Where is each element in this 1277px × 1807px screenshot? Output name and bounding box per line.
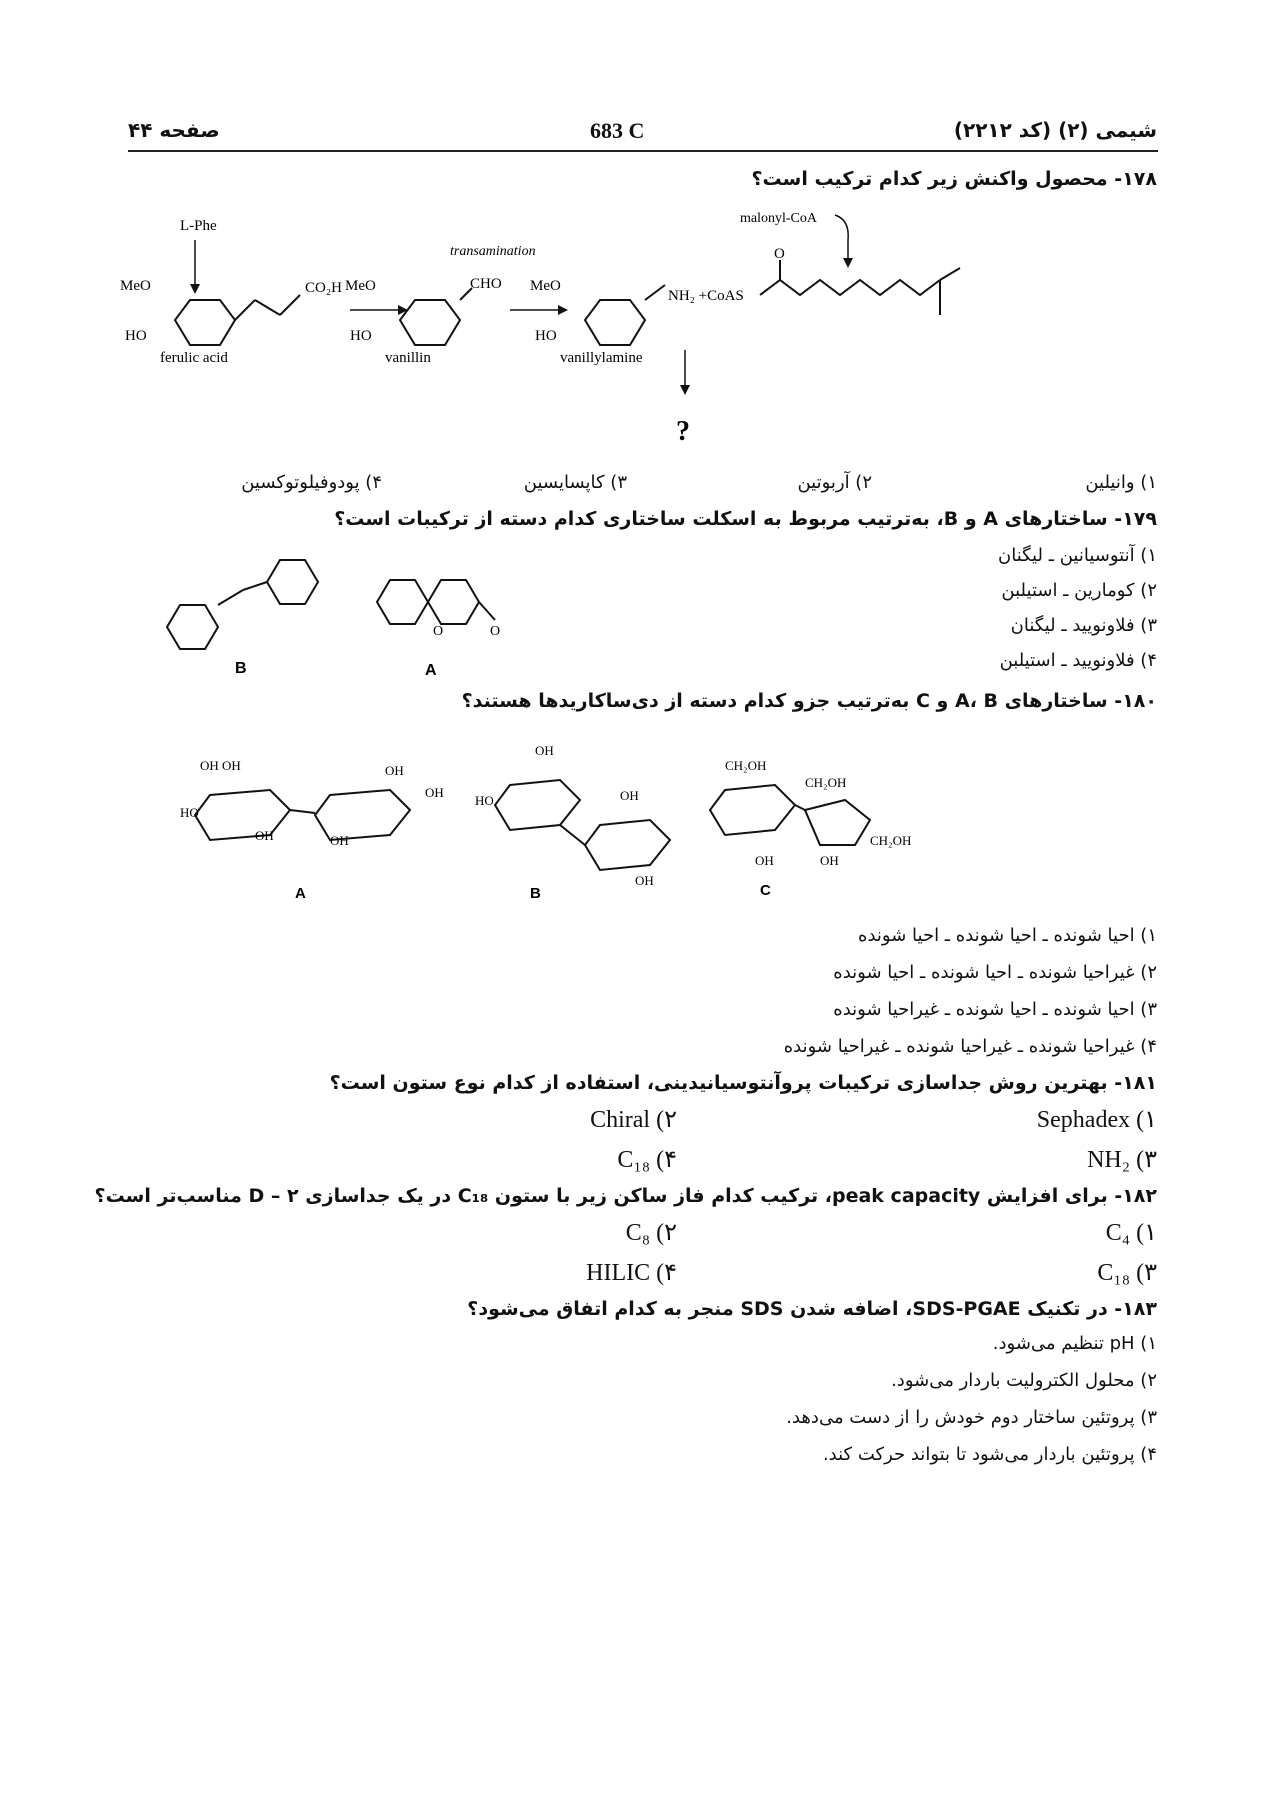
svg-text:OH OH: OH OH — [200, 758, 241, 773]
svg-text:OH: OH — [535, 743, 554, 758]
transamination-label: transamination — [450, 244, 536, 259]
q180-option-2[interactable]: ۲) غیراحیا شونده ـ احیا شونده ـ احیا شونده — [833, 962, 1157, 983]
svg-text:O: O — [774, 246, 785, 262]
q183-option-4[interactable]: ۴) پروتئین باردار می‌شود تا بتواند حرکت کند. — [822, 1444, 1157, 1465]
structure-label-b: B — [235, 660, 247, 677]
question-178-stem: ۱۷۸- محصول واکنش زیر کدام ترکیب است؟ — [751, 168, 1157, 190]
vanillin-ring — [400, 300, 460, 345]
svg-text:OH: OH — [255, 828, 274, 843]
q181-option-2[interactable]: ۲) Chiral — [590, 1107, 677, 1133]
svg-text:MeO: MeO — [530, 278, 561, 294]
vanillylamine-ring — [585, 300, 645, 345]
q178-option-2[interactable]: ۲) آربوتین — [797, 472, 872, 493]
q183-option-2[interactable]: ۲) محلول الکترولیت باردار می‌شود. — [891, 1370, 1157, 1391]
svg-text:OH: OH — [385, 763, 404, 778]
q179-option-3[interactable]: ۳) فلاونویید ـ لیگنان — [1010, 615, 1157, 636]
svg-text:HO: HO — [350, 328, 372, 344]
svg-text:CHO: CHO — [470, 276, 502, 292]
header-booklet-code: 683 C — [590, 118, 645, 143]
question-180-stem: ۱۸۰- ساختارهای A، B و C به‌ترتیب جزو کدام دسته از دی‌ساکاریدها هستند؟ — [461, 690, 1157, 712]
ferulic-ring — [175, 300, 235, 345]
q182-option-2[interactable]: ۲) C₈ — [625, 1220, 677, 1246]
q179-option-4[interactable]: ۴) فلاونویید ـ استیلبن — [999, 650, 1157, 671]
svg-text:O: O — [490, 624, 501, 639]
svg-text:CO₂H: CO₂H — [305, 280, 342, 296]
q178-option-4[interactable]: ۴) پودوفیلوتوکسین — [241, 472, 382, 493]
question-179-stem: ۱۷۹- ساختارهای A و B، به‌ترتیب مربوط به اسکلت ساختاری کدام دسته از ترکیبات است؟ — [334, 508, 1157, 530]
q180-structures — [180, 735, 980, 910]
q179-option-1[interactable]: ۱) آنتوسیانین ـ لیگنان — [997, 545, 1157, 566]
svg-text:CH₂OH: CH₂OH — [725, 758, 767, 773]
svg-text:HO: HO — [475, 793, 494, 808]
svg-text:OH: OH — [330, 833, 349, 848]
lphe-label: L-Phe — [180, 218, 217, 234]
svg-text:OH: OH — [755, 853, 774, 868]
question-182-stem: ۱۸۲- برای افزایش peak capacity، ترکیب کدام فاز ساکن زیر با ستون C₁₈ در یک جداسازی D – ۲ مناسب‌تر است؟ — [94, 1185, 1157, 1207]
svg-text:HO: HO — [535, 328, 557, 344]
q180-option-4[interactable]: ۴) غیراحیا شونده ـ غیراحیا شونده ـ غیراحیا شونده — [783, 1036, 1157, 1057]
question-181-stem: ۱۸۱- بهترین روش جداسازی ترکیبات پروآنتوسیانیدینی، استفاده از کدام نوع ستون است؟ — [329, 1072, 1157, 1094]
structure-label-c: C — [760, 882, 771, 899]
svg-text:OH: OH — [820, 853, 839, 868]
header-page-number: صفحه ۴۴ — [128, 118, 220, 142]
q182-option-1[interactable]: ۱) C₄ — [1105, 1220, 1157, 1246]
svg-text:MeO: MeO — [345, 278, 376, 294]
svg-text:OH: OH — [620, 788, 639, 803]
malonyl-coa-label: malonyl-CoA — [740, 211, 817, 226]
question-183-stem: ۱۸۳- در تکنیک SDS-PGAE، اضافه شدن SDS منجر به کدام اتفاق می‌شود؟ — [467, 1298, 1157, 1320]
q183-option-3[interactable]: ۳) پروتئین ساختار دوم خودش را از دست می‌دهد. — [786, 1407, 1157, 1428]
svg-text:OH: OH — [635, 873, 654, 888]
header-rule — [128, 150, 1158, 152]
svg-text:CH₂OH: CH₂OH — [870, 833, 912, 848]
q180-option-3[interactable]: ۳) احیا شونده ـ احیا شونده ـ غیراحیا شونده — [833, 999, 1157, 1020]
structure-label-a: A — [295, 885, 306, 902]
product-unknown: ? — [676, 416, 690, 447]
svg-text:MeO: MeO — [120, 278, 151, 294]
ferulic-acid-label: ferulic acid — [160, 350, 228, 366]
svg-text:HO: HO — [125, 328, 147, 344]
structure-label-a: A — [425, 662, 437, 679]
q179-structures — [150, 545, 570, 690]
svg-text:HO: HO — [180, 805, 199, 820]
vanillin-label: vanillin — [385, 350, 431, 366]
q181-option-1[interactable]: ۱) Sephadex — [1036, 1107, 1157, 1133]
q181-option-4[interactable]: ۴) C₁₈ — [617, 1147, 677, 1173]
q182-option-3[interactable]: ۳) C₁₈ — [1097, 1260, 1157, 1286]
q178-option-3[interactable]: ۳) کاپسایسین — [523, 472, 627, 493]
q182-option-4[interactable]: ۴) HILIC — [586, 1260, 677, 1286]
svg-text:CH₂OH: CH₂OH — [805, 775, 847, 790]
vanillylamine-label: vanillylamine — [560, 350, 643, 366]
header-course: شیمی (۲) (کد ۲۲۱۲) — [953, 118, 1157, 142]
q183-option-1[interactable]: ۱) pH تنظیم می‌شود. — [992, 1333, 1157, 1354]
svg-text:NH₂ +CoAS: NH₂ +CoAS — [668, 288, 744, 304]
q179-option-2[interactable]: ۲) کومارین ـ استیلبن — [1001, 580, 1157, 601]
q180-option-1[interactable]: ۱) احیا شونده ـ احیا شونده ـ احیا شونده — [858, 925, 1157, 946]
structure-label-b: B — [530, 885, 541, 902]
q181-option-3[interactable]: ۳) NH₂ — [1087, 1147, 1157, 1173]
svg-text:O: O — [433, 624, 444, 639]
svg-text:OH: OH — [425, 785, 444, 800]
q178-option-1[interactable]: ۱) وانیلین — [1085, 472, 1157, 493]
